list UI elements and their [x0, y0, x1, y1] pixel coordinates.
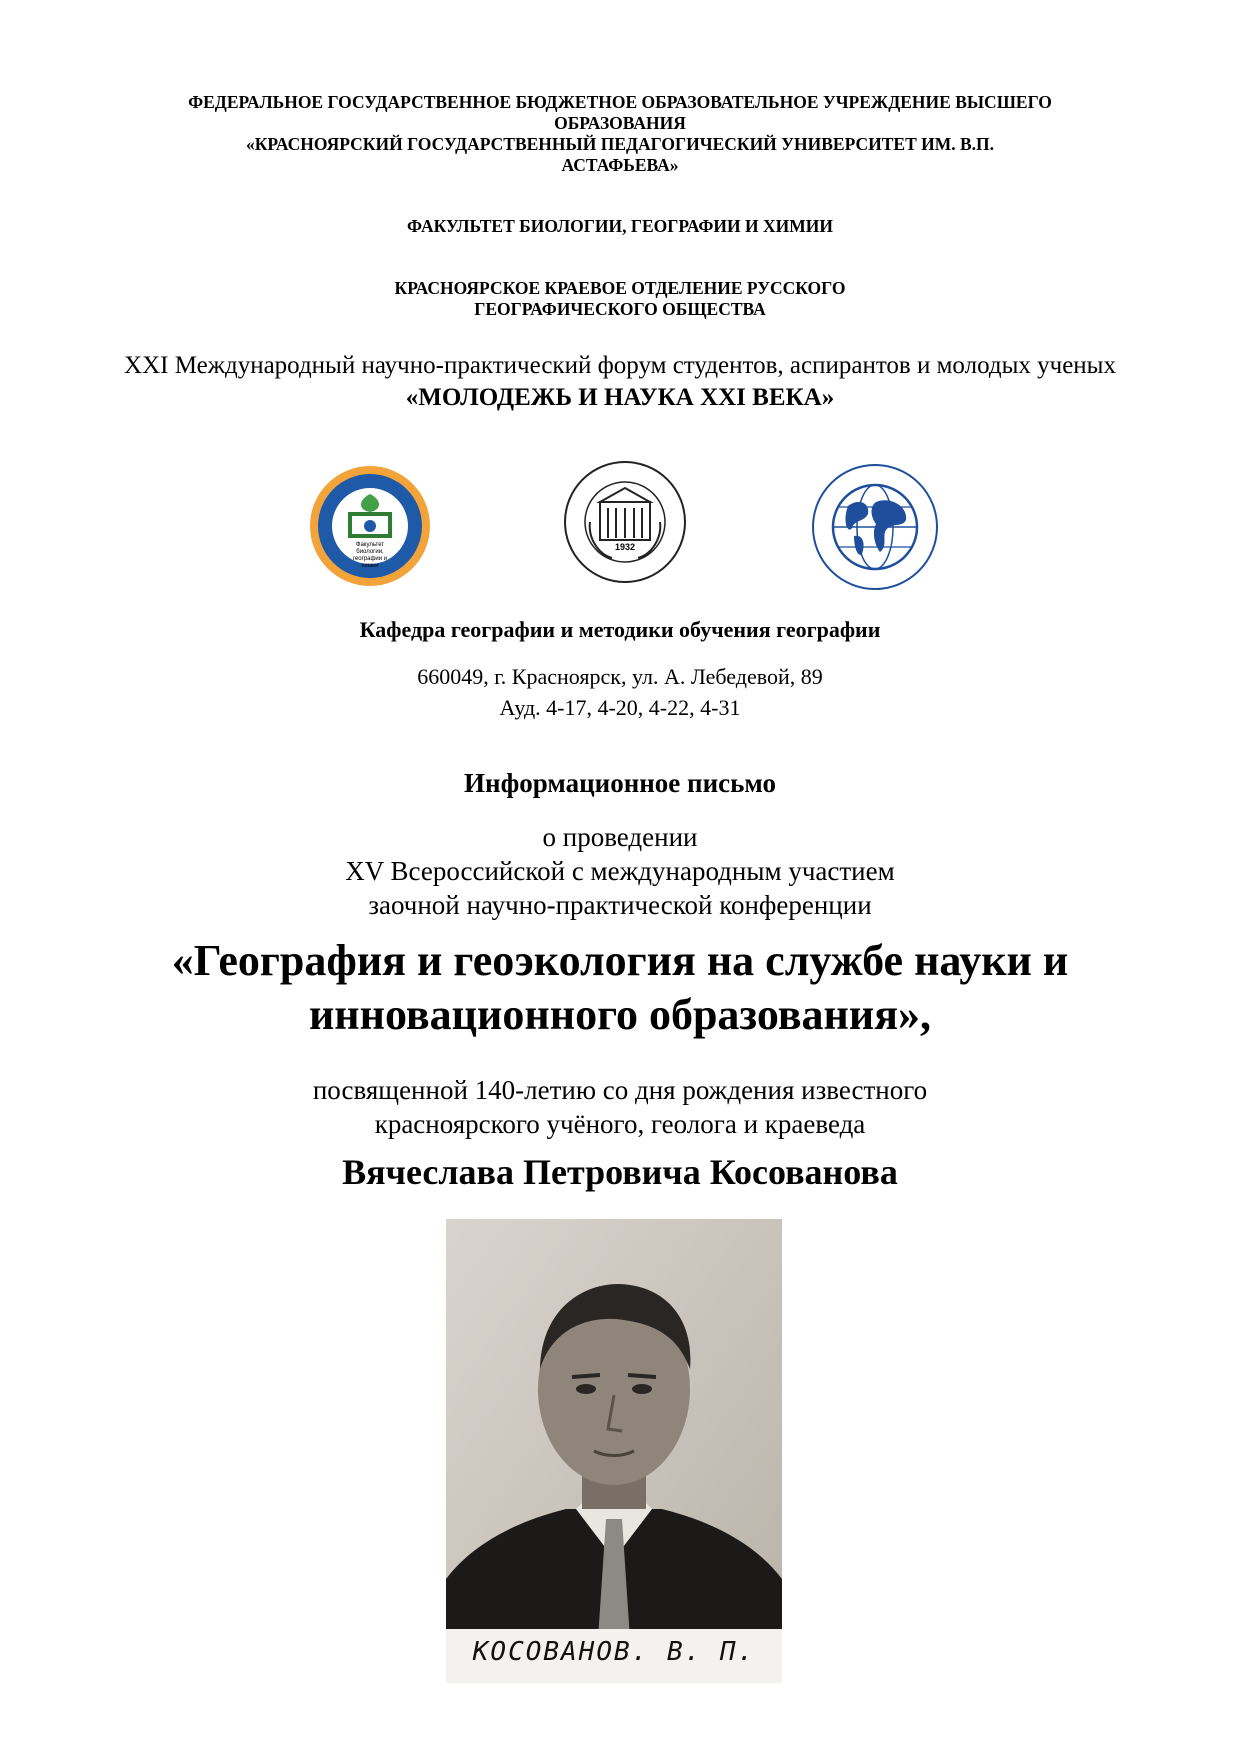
portrait-photo: [446, 1219, 782, 1683]
photo-caption: КОСОВАНОВ. В. П.: [472, 1637, 756, 1667]
rooms-line: Ауд. 4-17, 4-20, 4-22, 4-31: [499, 695, 741, 720]
department-name: Кафедра географии и методики обучения географии: [359, 617, 881, 642]
university-logo-year: 1932: [614, 542, 636, 552]
faculty-name: ФАКУЛЬТЕТ БИОЛОГИИ, ГЕОГРАФИИ И ХИМИИ: [407, 216, 833, 236]
conference-title: [0, 934, 1240, 1042]
forum-line-2: «МОЛОДЕЖЬ И НАУКА XXI ВЕКА»: [405, 384, 835, 411]
conference-intro: [0, 820, 1240, 922]
university-logo: [562, 458, 688, 588]
person-name: Вячеслава Петровича Косованова: [342, 1152, 898, 1192]
title-line-2: инновационного образования»,: [308, 990, 932, 1039]
address-line: 660049, г. Красноярск, ул. А. Лебедевой, 89: [417, 664, 823, 689]
department-address: [0, 661, 1240, 723]
rgo-branch: [0, 278, 1240, 320]
title-line-1: «География и геоэкология на службе науки и: [171, 936, 1069, 985]
conf-line-1: о проведении: [542, 822, 698, 852]
institution-header: [0, 92, 1240, 176]
conf-line-2: XV Всероссийской с международным участием: [345, 856, 895, 886]
forum-block: [0, 350, 1240, 414]
faculty-logo: [308, 464, 432, 588]
faculty-logo-text: Факультет биологии, географии и химии: [352, 542, 388, 569]
header-line-3: «КРАСНОЯРСКИЙ ГОСУДАРСТВЕННЫЙ ПЕДАГОГИЧЕСКИЙ УНИВЕРСИТЕТ ИМ. В.П.: [245, 134, 995, 154]
letter-heading: Информационное письмо: [464, 768, 776, 798]
header-line-1: ФЕДЕРАЛЬНОЕ ГОСУДАРСТВЕННОЕ БЮДЖЕТНОЕ ОБРАЗОВАТЕЛЬНОЕ УЧРЕЖДЕНИЕ ВЫСШЕГО: [188, 92, 1052, 112]
header-line-4: АСТАФЬЕВА»: [561, 155, 679, 175]
rgo-logo: [810, 462, 940, 592]
dedication: [0, 1073, 1240, 1141]
rgo-line-1: КРАСНОЯРСКОЕ КРАЕВОЕ ОТДЕЛЕНИЕ РУССКОГО: [394, 278, 846, 298]
forum-line-1: XXI Международный научно-практический форум студентов, аспирантов и молодых ученых: [124, 352, 1116, 379]
conf-line-3: заочной научно-практической конференции: [368, 890, 872, 920]
dedication-line-2: красноярского учёного, геолога и краеведа: [374, 1109, 866, 1139]
header-line-2: ОБРАЗОВАНИЯ: [554, 113, 686, 133]
dedication-line-1: посвященной 140-летию со дня рождения известного: [312, 1075, 928, 1105]
rgo-line-2: ГЕОГРАФИЧЕСКОГО ОБЩЕСТВА: [474, 299, 766, 319]
